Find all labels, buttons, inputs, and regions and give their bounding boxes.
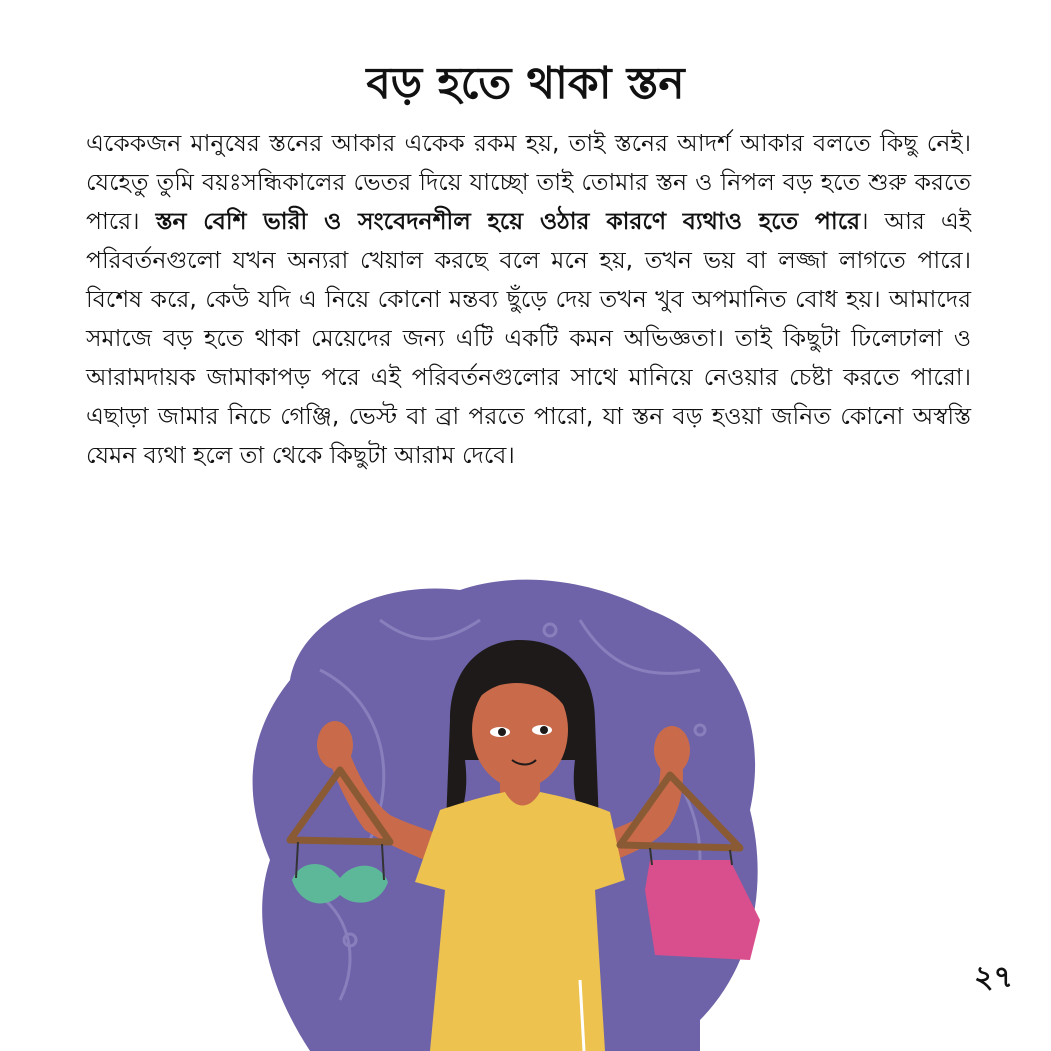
body-paragraph: [86, 124, 971, 475]
page-title: বড় হতে থাকা স্তন: [366, 58, 685, 109]
page-number: ২৭: [973, 960, 1013, 995]
paragraph-bold-text: স্তন বেশি ভারী ও সংবেদনশীল হয়ে ওঠার কারণে ব্যথাও হতে পারে: [155, 207, 861, 235]
left-hand: [317, 721, 353, 769]
paragraph-text-part2: । আর এই পরিবর্তনগুলো যখন অন্যরা খেয়াল করছে বলে মনে হয়, তখন ভয় বা লজ্জা লাগতে পারে। বিশেষ করে, কেউ যদি এ নিয়ে কোনো মন্তব্য ছুঁড়ে দেয় তখন খুব অপমানিত বোধ হয়। আমাদের সমাজে বড় হতে থাকা মেয়েদের জন্য এটি একটি কমন অভিজ্ঞতা। তাই কিছুটা ঢিলেঢালা ও আরামদায়ক জামাকাপড় পরে এই পরিবর্তনগুলোর সাথে মানিয়ে নেওয়ার চেষ্টা করতে পারো। এছাড়া জামার নিচে গেঞ্জি, ভেস্ট বা ব্রা পরতে পারো, যা স্তন বড় হওয়া জনিত কোনো অস্বস্তি যেমন ব্যথা হলে তা থেকে কিছুটা আরাম দেবে।: [86, 207, 971, 469]
paragraph-text-part1: একেকজন মানুষের স্তনের আকার একেক রকম হয়, তাই স্তনের আদর্শ আকার বলতে কিছু নেই। যেহেতু তুমি বয়ঃসন্ধিকালের ভেতর দিয়ে যাচ্ছো তাই তোমার স্তন ও নিপল বড় হতে শুরু করতে পারে।: [86, 129, 971, 235]
girl-holding-hangers-illustration: [230, 560, 790, 1051]
right-hand: [654, 726, 690, 774]
yellow-dress: [415, 792, 625, 1051]
